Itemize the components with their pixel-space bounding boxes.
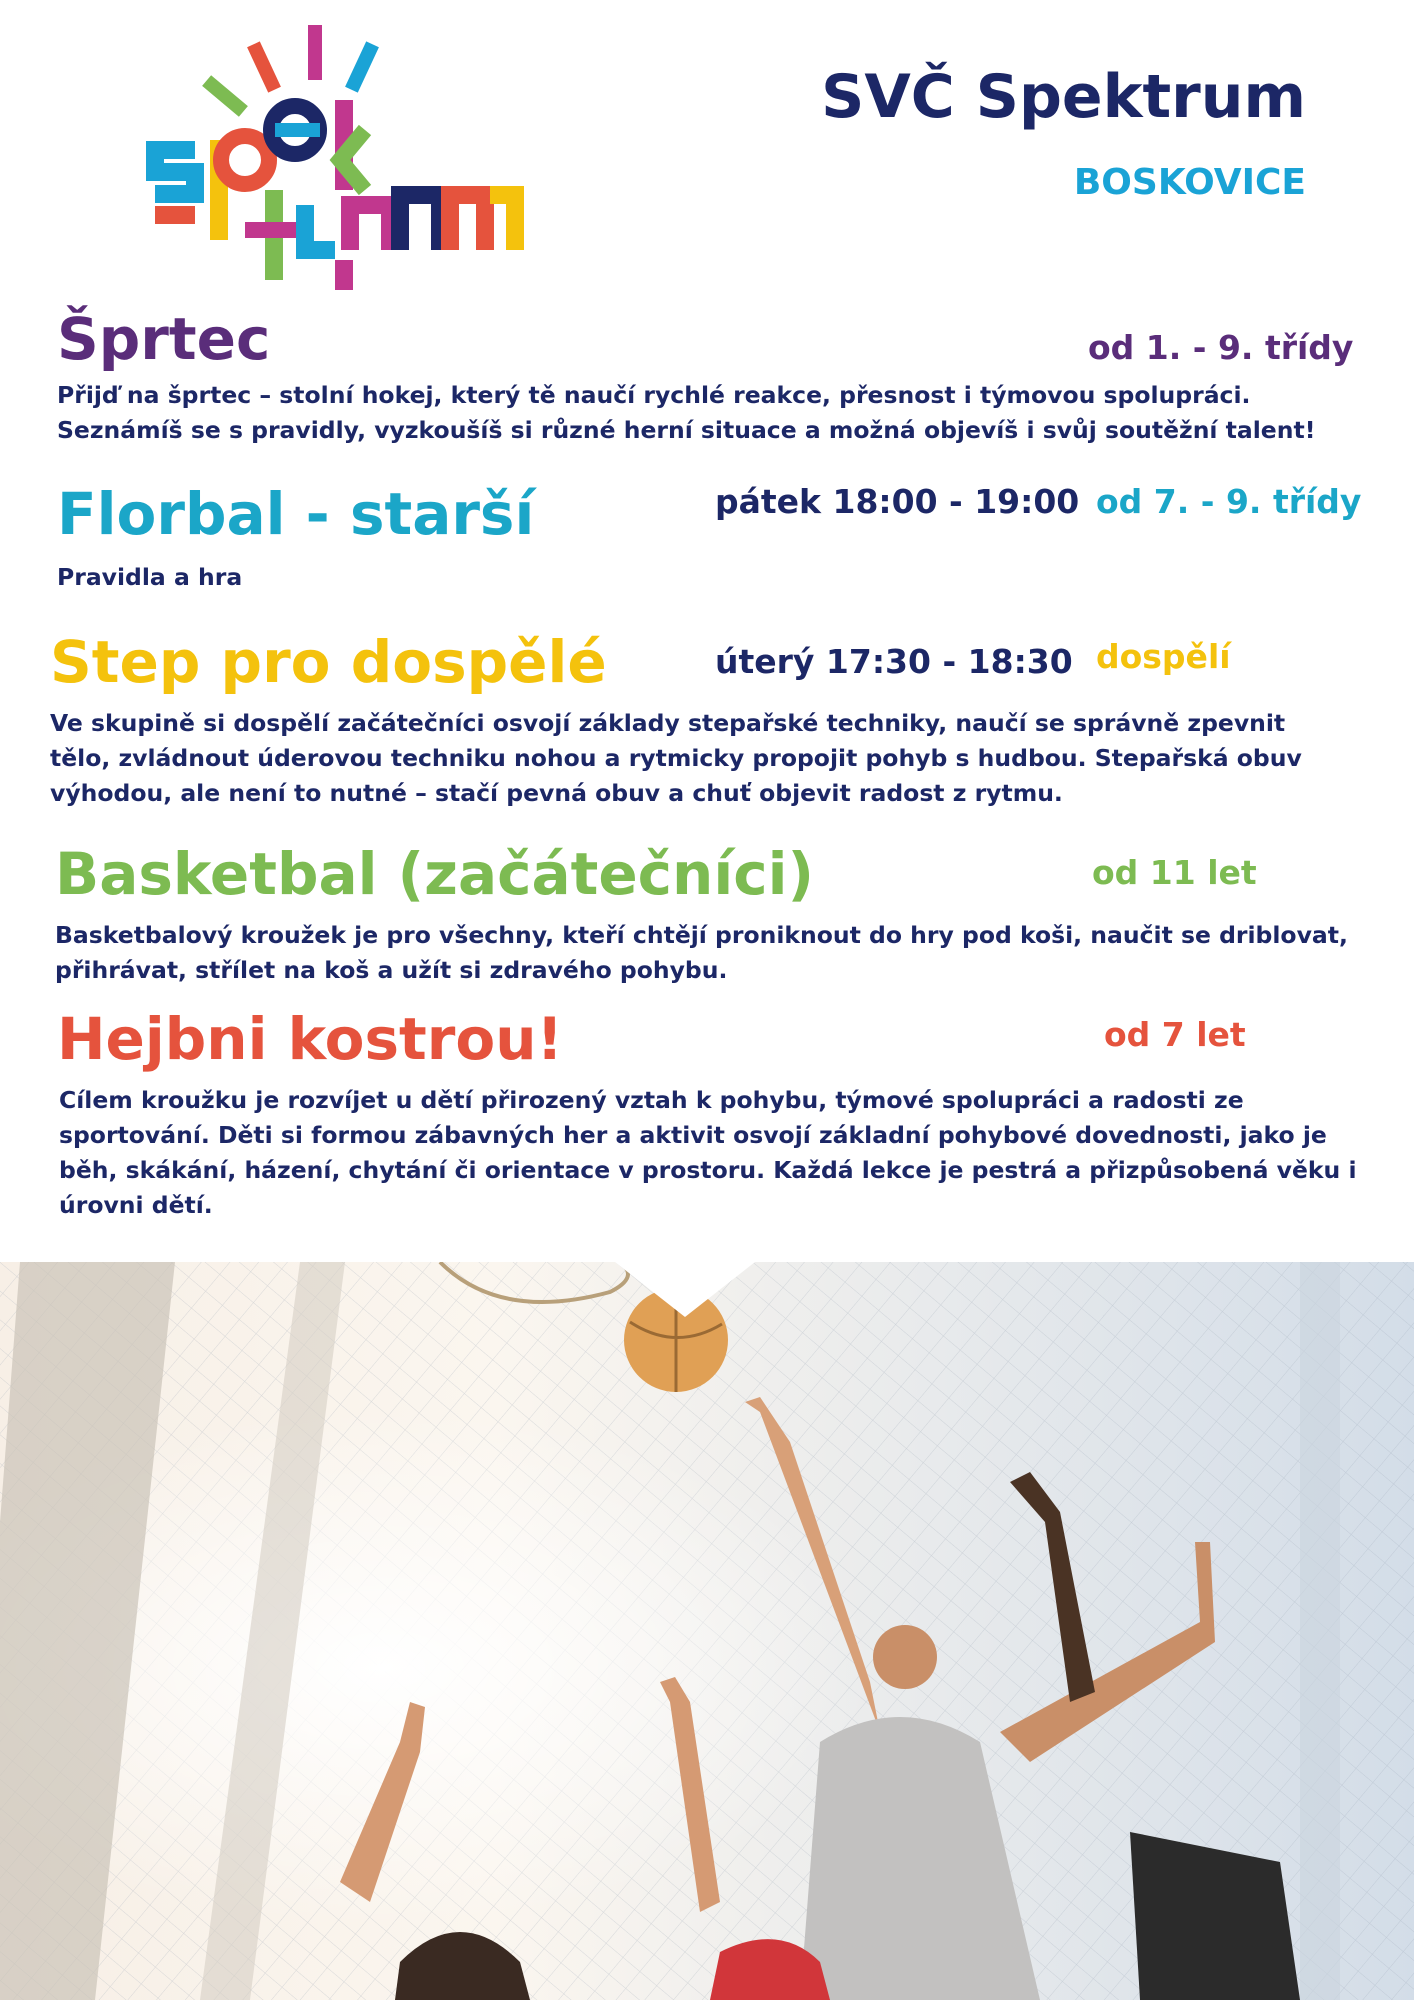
activity-title: Step pro dospělé	[50, 628, 607, 696]
activity-description: Cílem kroužku je rozvíjet u dětí přirozený vztah k pohybu, týmové spolupráci a radosti ze sportování. Děti si formou zábavných her a aktivit osvojí základní pohybové dovednosti, jako je běh, skákání, házení, chytání či orientace v prostoru. Každá lekce je pestrá a přizpůsobená věku i úrovni dětí.	[59, 1086, 1357, 1219]
spektrum-logo	[135, 20, 525, 300]
activity-description: Basketbalový kroužek je pro všechny, kteří chtějí proniknout do hry pod koši, naučit se driblovat, přihrávat, střílet na koš a užít si zdravého pohybu.	[55, 921, 1348, 984]
activity-grade: dospělí	[1096, 637, 1231, 676]
activity-grade: od 1. - 9. třídy	[1088, 328, 1354, 367]
activity-grade: od 7. - 9. třídy	[1096, 482, 1362, 521]
activity-title: Florbal - starší	[57, 480, 535, 548]
activity-time: úterý 17:30 - 18:30	[715, 642, 1073, 681]
basketball-photo	[0, 1262, 1414, 2000]
activity-title: Basketbal (začátečníci)	[55, 840, 814, 908]
activity-grade: od 11 let	[1092, 853, 1257, 892]
activity-description: Ve skupině si dospělí začátečníci osvojí základy stepařské techniky, naučí se správně zpevnit tělo, zvládnout úderovou techniku nohou a rytmicky propojit pohyb s hudbou. Stepařská obuv výhodou, ale není to nutné – stačí pevná obuv a chuť objevit radost z rytmu.	[50, 709, 1302, 807]
activity-time: pátek 18:00 - 19:00	[715, 482, 1080, 521]
organization-city: BOSKOVICE	[1073, 162, 1306, 203]
activity-title: Hejbni kostrou!	[57, 1005, 563, 1073]
activity-description: Přijď na šprtec – stolní hokej, který tě naučí rychlé reakce, přesnost i týmovou spolupráci. Seznámíš se s pravidly, vyzkoušíš si různé herní situace a možná objevíš i svůj soutěžní talent!	[57, 381, 1316, 444]
activity-title: Šprtec	[57, 305, 271, 373]
activity-description: Pravidla a hra	[57, 563, 243, 591]
organization-name: SVČ Spektrum	[821, 62, 1306, 132]
activity-grade: od 7 let	[1104, 1015, 1246, 1054]
